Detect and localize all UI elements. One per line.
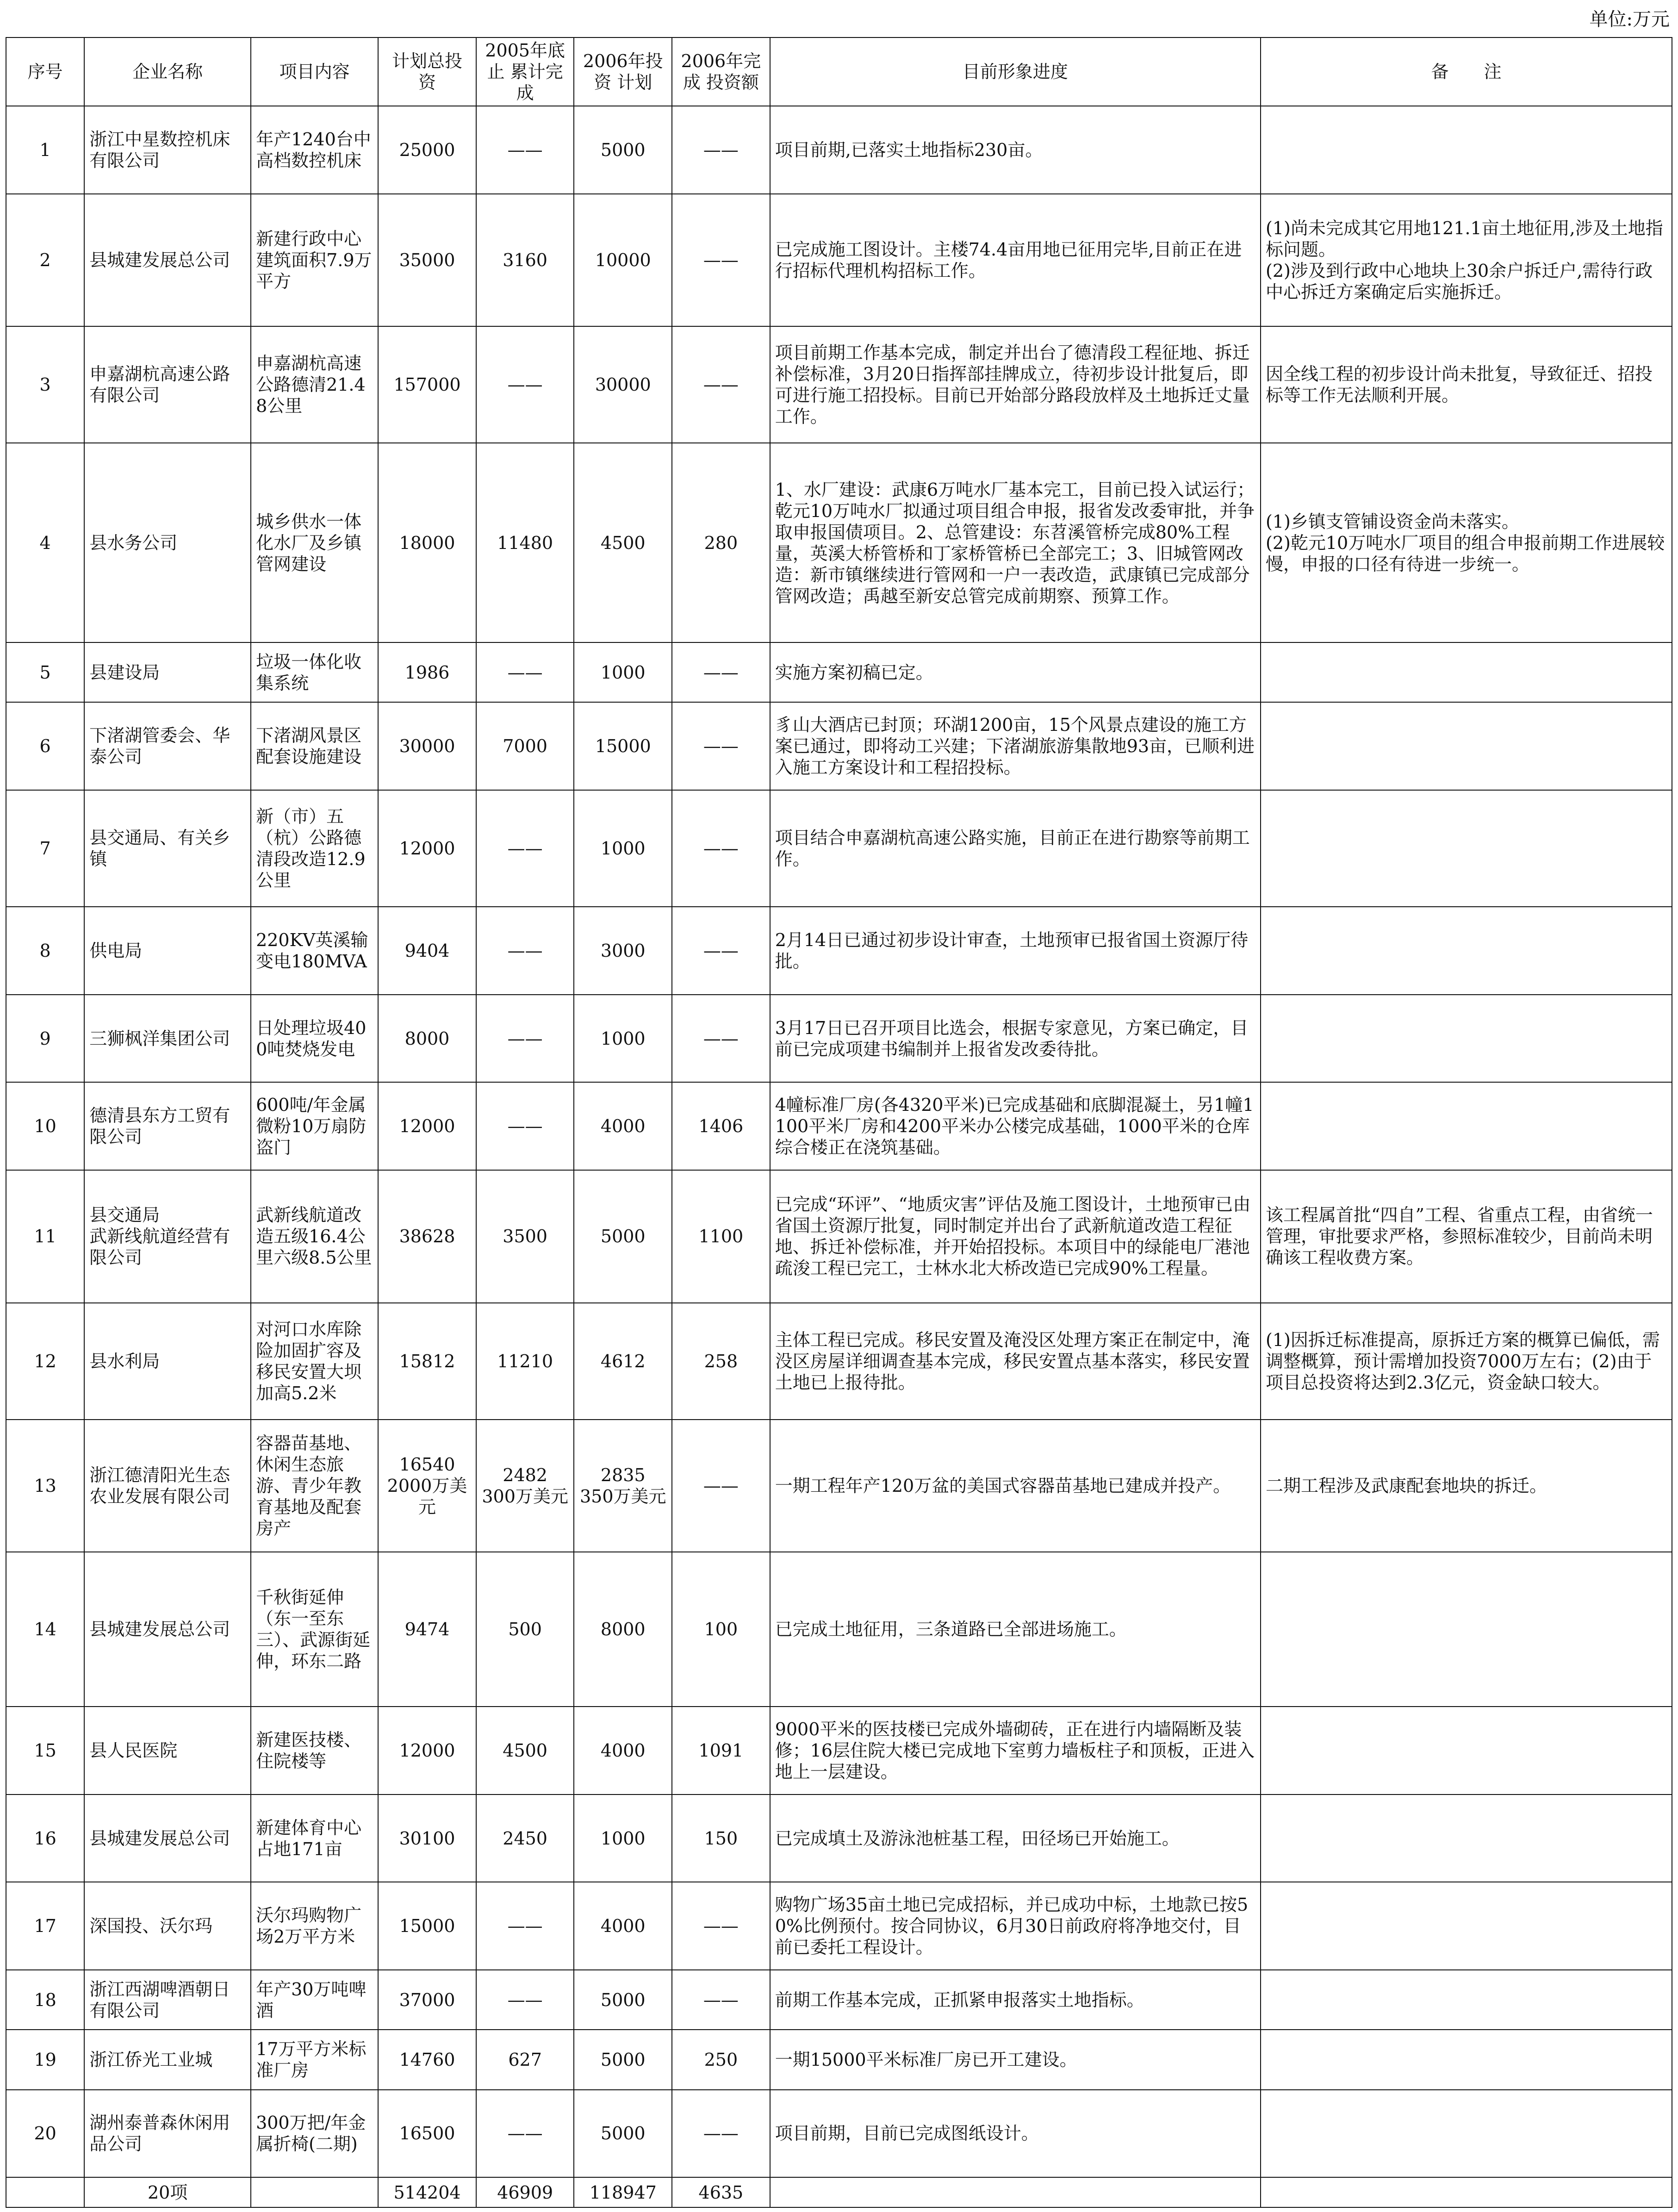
- completed-by-2005: ——: [476, 1882, 574, 1970]
- company-name: 深国投、沃尔玛: [84, 1882, 251, 1970]
- project-content: 新（市）五（杭）公路德清段改造12.9公里: [251, 790, 378, 907]
- row-number: 18: [6, 1970, 84, 2030]
- investment-plan-2006: 4000: [574, 1707, 672, 1795]
- table-row: [6, 1170, 1672, 1303]
- remarks: [1261, 702, 1672, 790]
- remarks: 因全线工程的初步设计尚未批复，导致征迁、招投标等工作无法顺利开展。: [1261, 326, 1672, 443]
- completed-2006: ——: [672, 2090, 770, 2178]
- completed-2006: 280: [672, 443, 770, 642]
- investment-plan-2006: 5000: [574, 106, 672, 194]
- completed-by-2005: 4500: [476, 1707, 574, 1795]
- row-number: 12: [6, 1303, 84, 1420]
- row-number: 2: [6, 194, 84, 327]
- project-content: 年产1240台中高档数控机床: [251, 106, 378, 194]
- remarks: [1261, 1082, 1672, 1170]
- completed-2006: ——: [672, 326, 770, 443]
- planned-total-investment: 9404: [378, 907, 476, 995]
- header-cell: 备 注: [1261, 37, 1672, 106]
- total-remarks: [1261, 2177, 1672, 2207]
- completed-by-2005: ——: [476, 2090, 574, 2178]
- header-cell: 项目内容: [251, 37, 378, 106]
- project-content: 容器苗基地、休闲生态旅游、青少年教育基地及配套房产: [251, 1420, 378, 1552]
- remarks: [1261, 1707, 1672, 1795]
- current-progress: 已完成土地征用，三条道路已全部进场施工。: [770, 1552, 1261, 1707]
- remarks: [1261, 1970, 1672, 2030]
- completed-2006: 1091: [672, 1707, 770, 1795]
- current-progress: 4幢标准厂房(各4320平米)已完成基础和底脚混凝土，另1幢1100平米厂房和4200平米办公楼完成基础，1000平米的仓库综合楼正在浇筑基础。: [770, 1082, 1261, 1170]
- company-name: 三狮枫洋集团公司: [84, 995, 251, 1083]
- row-number: 6: [6, 702, 84, 790]
- total-row-number: [6, 2177, 84, 2207]
- remarks: [1261, 1882, 1672, 1970]
- row-number: 3: [6, 326, 84, 443]
- header-cell: 2006年投资 计划: [574, 37, 672, 106]
- project-content: 600吨/年金属微粉10万扇防盗门: [251, 1082, 378, 1170]
- remarks: [1261, 2090, 1672, 2178]
- total-completed-by-2005: 46909: [476, 2177, 574, 2207]
- current-progress: 项目结合申嘉湖杭高速公路实施，目前正在进行勘察等前期工作。: [770, 790, 1261, 907]
- table-row: [6, 194, 1672, 327]
- investment-plan-2006: 15000: [574, 702, 672, 790]
- current-progress: 已完成施工图设计。主楼74.4亩用地已征用完毕,目前正在进行招标代理机构招标工作。: [770, 194, 1261, 327]
- row-number: 13: [6, 1420, 84, 1552]
- completed-by-2005: ——: [476, 995, 574, 1083]
- remarks: (1)尚未完成其它用地121.1亩土地征用,涉及土地指标问题。 (2)涉及到行政中心地块上30余户拆迁户,需待行政中心拆迁方案确定后实施拆迁。: [1261, 194, 1672, 327]
- row-number: 5: [6, 642, 84, 702]
- project-content: 年产30万吨啤酒: [251, 1970, 378, 2030]
- row-number: 14: [6, 1552, 84, 1707]
- completed-by-2005: 3160: [476, 194, 574, 327]
- project-content: 220KV英溪输变电180MVA: [251, 907, 378, 995]
- investment-plan-2006: 4500: [574, 443, 672, 642]
- project-content: 300万把/年金属折椅(二期): [251, 2090, 378, 2178]
- completed-by-2005: 500: [476, 1552, 574, 1707]
- planned-total-investment: 30100: [378, 1795, 476, 1882]
- completed-by-2005: ——: [476, 1082, 574, 1170]
- planned-total-investment: 35000: [378, 194, 476, 327]
- company-name: 县城建发展总公司: [84, 194, 251, 327]
- table-row: [6, 1420, 1672, 1552]
- completed-by-2005: ——: [476, 326, 574, 443]
- current-progress: 购物广场35亩土地已完成招标，并已成功中标，土地款已按50%比例预付。按合同协议，6月30日前政府将净地交付，目前已委托工程设计。: [770, 1882, 1261, 1970]
- company-name: 县人民医院: [84, 1707, 251, 1795]
- current-progress: 豸山大酒店已封顶；环湖1200亩，15个风景点建设的施工方案已通过，即将动工兴建；下渚湖旅游集散地93亩，已顺利进入施工方案设计和工程招投标。: [770, 702, 1261, 790]
- planned-total-investment: 9474: [378, 1552, 476, 1707]
- planned-total-investment: 25000: [378, 106, 476, 194]
- investment-plan-2006: 5000: [574, 1970, 672, 2030]
- completed-2006: 1406: [672, 1082, 770, 1170]
- company-name: 浙江侨光工业城: [84, 2030, 251, 2089]
- table-row: [6, 1970, 1672, 2030]
- completed-by-2005: 627: [476, 2030, 574, 2089]
- table-row: [6, 106, 1672, 194]
- row-number: 16: [6, 1795, 84, 1882]
- row-number: 11: [6, 1170, 84, 1303]
- project-content: 垃圾一体化收集系统: [251, 642, 378, 702]
- company-name: 县水利局: [84, 1303, 251, 1420]
- completed-by-2005: ——: [476, 106, 574, 194]
- completed-by-2005: ——: [476, 907, 574, 995]
- remarks: [1261, 1795, 1672, 1882]
- completed-by-2005: ——: [476, 790, 574, 907]
- remarks: 该工程属首批“四自”工程、省重点工程，由省统一管理，审批要求严格，参照标准较少，目前尚未明确该工程收费方案。: [1261, 1170, 1672, 1303]
- completed-2006: ——: [672, 702, 770, 790]
- project-content: 17万平方米标准厂房: [251, 2030, 378, 2089]
- planned-total-investment: 15812: [378, 1303, 476, 1420]
- row-number: 7: [6, 790, 84, 907]
- table-row: [6, 2090, 1672, 2178]
- current-progress: 前期工作基本完成，正抓紧申报落实土地指标。: [770, 1970, 1261, 2030]
- header-row: [6, 37, 1672, 106]
- investment-plan-2006: 30000: [574, 326, 672, 443]
- table-row: [6, 443, 1672, 642]
- current-progress: 项目前期,已落实土地指标230亩。: [770, 106, 1261, 194]
- planned-total-investment: 15000: [378, 1882, 476, 1970]
- project-content: 武新线航道改造五级16.4公里六级8.5公里: [251, 1170, 378, 1303]
- project-content: 申嘉湖杭高速公路德清21.48公里: [251, 326, 378, 443]
- company-name: 县交通局 武新线航道经营有限公司: [84, 1170, 251, 1303]
- investment-plan-2006: 4000: [574, 1882, 672, 1970]
- completed-by-2005: 7000: [476, 702, 574, 790]
- row-number: 1: [6, 106, 84, 194]
- planned-total-investment: 18000: [378, 443, 476, 642]
- investment-plan-2006: 5000: [574, 2030, 672, 2089]
- completed-2006: ——: [672, 1882, 770, 1970]
- remarks: (1)因拆迁标准提高，原拆迁方案的概算已偏低，需调整概算，预计需增加投资7000万左右；(2)由于项目总投资将达到2.3亿元，资金缺口较大。: [1261, 1303, 1672, 1420]
- remarks: [1261, 106, 1672, 194]
- row-number: 8: [6, 907, 84, 995]
- company-name: 德清县东方工贸有限公司: [84, 1082, 251, 1170]
- current-progress: 实施方案初稿已定。: [770, 642, 1261, 702]
- company-name: 湖州泰普森休闲用品公司: [84, 2090, 251, 2178]
- current-progress: 9000平米的医技楼已完成外墙砌砖，正在进行内墙隔断及装修；16层住院大楼已完成地下室剪力墙板柱子和顶板，正进入地上一层建设。: [770, 1707, 1261, 1795]
- investment-plan-2006: 1000: [574, 790, 672, 907]
- current-progress: 一期工程年产120万盆的美国式容器苗基地已建成并投产。: [770, 1420, 1261, 1552]
- project-table: [6, 37, 1672, 2208]
- row-number: 9: [6, 995, 84, 1083]
- completed-2006: 1100: [672, 1170, 770, 1303]
- table-row: [6, 1707, 1672, 1795]
- table-row: [6, 995, 1672, 1083]
- completed-2006: ——: [672, 1420, 770, 1552]
- completed-by-2005: 11210: [476, 1303, 574, 1420]
- planned-total-investment: 1986: [378, 642, 476, 702]
- table-row: [6, 1795, 1672, 1882]
- company-name: 县建设局: [84, 642, 251, 702]
- total-investment-plan-2006: 118947: [574, 2177, 672, 2207]
- remarks: [1261, 790, 1672, 907]
- header-cell: 企业名称: [84, 37, 251, 106]
- row-number: 20: [6, 2090, 84, 2178]
- total-company-name: 20项: [84, 2177, 251, 2207]
- investment-plan-2006: 1000: [574, 995, 672, 1083]
- company-name: 县城建发展总公司: [84, 1795, 251, 1882]
- table-row: [6, 2030, 1672, 2089]
- completed-by-2005: 2450: [476, 1795, 574, 1882]
- header-cell: 2006年完成 投资额: [672, 37, 770, 106]
- table-row: [6, 702, 1672, 790]
- completed-2006: ——: [672, 194, 770, 327]
- table-row: [6, 1882, 1672, 1970]
- completed-by-2005: ——: [476, 1970, 574, 2030]
- company-name: 下渚湖管委会、华泰公司: [84, 702, 251, 790]
- completed-by-2005: ——: [476, 642, 574, 702]
- current-progress: 一期15000平米标准厂房已开工建设。: [770, 2030, 1261, 2089]
- completed-2006: 250: [672, 2030, 770, 2089]
- total-completed-2006: 4635: [672, 2177, 770, 2207]
- planned-total-investment: 16540 2000万美元: [378, 1420, 476, 1552]
- table-row: [6, 907, 1672, 995]
- completed-2006: 150: [672, 1795, 770, 1882]
- project-content: 对河口水库除险加固扩容及移民安置大坝加高5.2米: [251, 1303, 378, 1420]
- remarks: [1261, 2030, 1672, 2089]
- planned-total-investment: 8000: [378, 995, 476, 1083]
- project-content: 新建医技楼、住院楼等: [251, 1707, 378, 1795]
- investment-plan-2006: 1000: [574, 1795, 672, 1882]
- current-progress: 2月14日已通过初步设计审查，土地预审已报省国土资源厅待批。: [770, 907, 1261, 995]
- investment-plan-2006: 3000: [574, 907, 672, 995]
- current-progress: 已完成填土及游泳池桩基工程，田径场已开始施工。: [770, 1795, 1261, 1882]
- completed-by-2005: 2482 300万美元: [476, 1420, 574, 1552]
- planned-total-investment: 12000: [378, 1707, 476, 1795]
- completed-2006: 100: [672, 1552, 770, 1707]
- project-content: 新建行政中心建筑面积7.9万平方: [251, 194, 378, 327]
- investment-plan-2006: 4000: [574, 1082, 672, 1170]
- row-number: 4: [6, 443, 84, 642]
- company-name: 浙江中星数控机床有限公司: [84, 106, 251, 194]
- project-content: 日处理垃圾400吨焚烧发电: [251, 995, 378, 1083]
- header-cell: 2005年底止 累计完成: [476, 37, 574, 106]
- current-progress: 项目前期，目前已完成图纸设计。: [770, 2090, 1261, 2178]
- completed-2006: ——: [672, 642, 770, 702]
- total-row: [6, 2177, 1672, 2207]
- investment-plan-2006: 4612: [574, 1303, 672, 1420]
- project-content: 下渚湖风景区配套设施建设: [251, 702, 378, 790]
- completed-2006: 258: [672, 1303, 770, 1420]
- remarks: [1261, 995, 1672, 1083]
- completed-by-2005: 11480: [476, 443, 574, 642]
- investment-plan-2006: 10000: [574, 194, 672, 327]
- current-progress: 3月17日已召开项目比选会，根据专家意见，方案已确定，目前已完成项建书编制并上报省发改委待批。: [770, 995, 1261, 1083]
- company-name: 县城建发展总公司: [84, 1552, 251, 1707]
- header-cell: 目前形象进度: [770, 37, 1261, 106]
- investment-plan-2006: 1000: [574, 642, 672, 702]
- planned-total-investment: 37000: [378, 1970, 476, 2030]
- completed-2006: ——: [672, 907, 770, 995]
- planned-total-investment: 12000: [378, 1082, 476, 1170]
- table-row: [6, 326, 1672, 443]
- remarks: [1261, 907, 1672, 995]
- row-number: 19: [6, 2030, 84, 2089]
- remarks: [1261, 642, 1672, 702]
- total-planned-total-investment: 514204: [378, 2177, 476, 2207]
- row-number: 17: [6, 1882, 84, 1970]
- current-progress: 1、水厂建设：武康6万吨水厂基本完工，目前已投入试运行；乾元10万吨水厂拟通过项目组合申报，报省发改委审批，并争取申报国债项目。2、总管建设：东苕溪管桥完成80%工程量，英溪大桥管桥和丁家桥管桥已全部完工；3、旧城管网改造：新市镇继续进行管网和一户一表改造，武康镇已完成部分管网改造；禹越至新安总管完成前期察、预算工作。: [770, 443, 1261, 642]
- project-content: 城乡供水一体化水厂及乡镇管网建设: [251, 443, 378, 642]
- planned-total-investment: 12000: [378, 790, 476, 907]
- project-content: 沃尔玛购物广场2万平方米: [251, 1882, 378, 1970]
- company-name: 县水务公司: [84, 443, 251, 642]
- planned-total-investment: 38628: [378, 1170, 476, 1303]
- table-row: [6, 642, 1672, 702]
- completed-2006: ——: [672, 106, 770, 194]
- row-number: 10: [6, 1082, 84, 1170]
- unit-label: 单位:万元: [1589, 9, 1670, 30]
- company-name: 浙江德清阳光生态农业发展有限公司: [84, 1420, 251, 1552]
- table-row: [6, 1552, 1672, 1707]
- company-name: 浙江西湖啤酒朝日有限公司: [84, 1970, 251, 2030]
- row-number: 15: [6, 1707, 84, 1795]
- table-row: [6, 1082, 1672, 1170]
- header-cell: 序号: [6, 37, 84, 106]
- investment-plan-2006: 5000: [574, 2090, 672, 2178]
- remarks: [1261, 1552, 1672, 1707]
- current-progress: 已完成“环评”、“地质灾害”评估及施工图设计，土地预审已由省国土资源厅批复，同时制定并出台了武新航道改造工程征地、拆迁补偿标准，并开始招投标。本项目中的绿能电厂港池疏浚工程已完工，士林水北大桥改造已完成90%工程量。: [770, 1170, 1261, 1303]
- planned-total-investment: 14760: [378, 2030, 476, 2089]
- project-content: 千秋街延伸（东一至东三）、武源街延伸，环东二路: [251, 1552, 378, 1707]
- current-progress: 主体工程已完成。移民安置及淹没区处理方案正在制定中，淹没区房屋详细调查基本完成，移民安置点基本落实，移民安置土地已上报待批。: [770, 1303, 1261, 1420]
- total-current-progress: [770, 2177, 1261, 2207]
- planned-total-investment: 16500: [378, 2090, 476, 2178]
- investment-plan-2006: 5000: [574, 1170, 672, 1303]
- completed-2006: ——: [672, 995, 770, 1083]
- table-row: [6, 790, 1672, 907]
- planned-total-investment: 157000: [378, 326, 476, 443]
- remarks: (1)乡镇支管铺设资金尚未落实。 (2)乾元10万吨水厂项目的组合申报前期工作进展较慢，申报的口径有待进一步统一。: [1261, 443, 1672, 642]
- header-cell: 计划总投资: [378, 37, 476, 106]
- investment-plan-2006: 8000: [574, 1552, 672, 1707]
- completed-2006: ——: [672, 790, 770, 907]
- completed-by-2005: 3500: [476, 1170, 574, 1303]
- company-name: 供电局: [84, 907, 251, 995]
- company-name: 县交通局、有关乡镇: [84, 790, 251, 907]
- investment-plan-2006: 2835 350万美元: [574, 1420, 672, 1552]
- completed-2006: ——: [672, 1970, 770, 2030]
- project-content: 新建体育中心占地171亩: [251, 1795, 378, 1882]
- remarks: 二期工程涉及武康配套地块的拆迁。: [1261, 1420, 1672, 1552]
- current-progress: 项目前期工作基本完成，制定并出台了德清段工程征地、拆迁补偿标准，3月20日指挥部挂牌成立，待初步设计批复后，即可进行施工招投标。目前已开始部分路段放样及土地拆迁丈量工作。: [770, 326, 1261, 443]
- total-project-content: [251, 2177, 378, 2207]
- company-name: 申嘉湖杭高速公路有限公司: [84, 326, 251, 443]
- planned-total-investment: 30000: [378, 702, 476, 790]
- table-row: [6, 1303, 1672, 1420]
